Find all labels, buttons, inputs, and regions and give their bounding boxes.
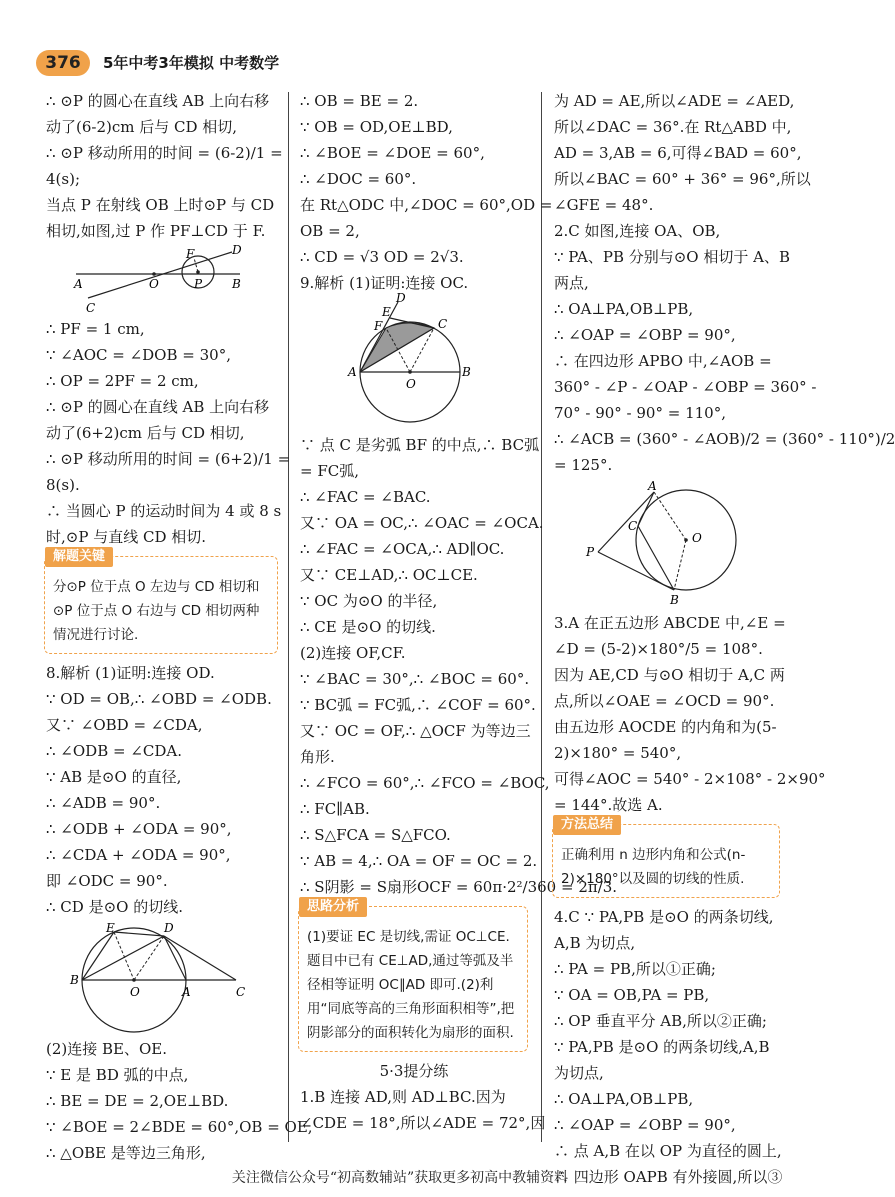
fig3-label: E xyxy=(382,305,391,319)
page-header xyxy=(0,0,800,80)
text-line: 8(s). xyxy=(46,476,80,494)
col1-block-d xyxy=(46,1036,313,1166)
fig4-label: C xyxy=(628,519,638,533)
text-line: ∵ BC弧 = FC弧,∴ ∠COF = 60°. xyxy=(300,696,536,714)
fig3-label: O xyxy=(406,377,416,391)
fig2-label: B xyxy=(70,973,79,987)
text-line: ∴ ⊙P 移动所用的时间 = (6+2)/1 = xyxy=(46,450,291,468)
text-line: 1.B 连接 AD,则 AD⊥BC.因为 xyxy=(300,1088,506,1106)
tip-box-text: 正确利用 n 边形内角和公式(n-2)×180°以及圆的切线的性质. xyxy=(561,847,746,887)
text-line: ∴ OP = 2PF = 2 cm, xyxy=(46,372,199,390)
text-line: ∵ AB 是⊙O 的直径, xyxy=(46,768,182,786)
col2-block-c xyxy=(300,1084,546,1136)
text-line: 时,⊙P 与直线 CD 相切. xyxy=(46,528,207,546)
text-line: = 125°. xyxy=(554,456,613,474)
fig1-label: B xyxy=(232,277,241,291)
fig4-label: P xyxy=(586,545,595,559)
text-line: ∴ ⊙P 的圆心在直线 AB 上向右移 xyxy=(46,398,270,416)
text-line: ∴ 四边形 OAPB 有外接圆,所以③ xyxy=(554,1168,783,1186)
col1-block-b xyxy=(46,316,291,550)
text-line: 角形. xyxy=(300,748,335,766)
footer-note: 关注微信公众号“初高数辅站”获取更多初高中教辅资料 xyxy=(231,1170,569,1186)
tip-box-title: 解题关键 xyxy=(45,547,113,567)
text-line: ∴ OA⊥PA,OB⊥PB, xyxy=(554,300,694,318)
col3-block-a xyxy=(554,88,895,478)
text-line: 8.解析 (1)证明:连接 OD. xyxy=(46,664,215,682)
fig2-label: A xyxy=(182,985,191,999)
text-line: 在 Rt△ODC 中,∠DOC = 60°,OD = xyxy=(300,196,553,214)
text-line: ∴ CD = √3 OD = 2√3. xyxy=(300,248,464,266)
text-line: ∴ S阴影 = S扇形OCF = 60π·2²/360 = 2π/3. xyxy=(300,878,618,896)
text-line: 点,所以∠OAE = ∠OCD = 90°. xyxy=(554,692,775,710)
text-line: ∵ OC 为⊙O 的半径, xyxy=(300,592,438,610)
text-line: ∵ ∠BAC = 30°,∴ ∠BOC = 60°. xyxy=(300,670,530,688)
text-line: ∠D = (5-2)×180°/5 = 108°. xyxy=(554,640,763,658)
text-line: 又∵ ∠OBD = ∠CDA, xyxy=(46,716,203,734)
col1-block-a xyxy=(46,88,283,244)
col3-block-b xyxy=(554,610,826,818)
text-line: ∴ S△FCA = S△FCO. xyxy=(300,826,451,844)
text-line: 两点, xyxy=(554,274,589,292)
tip-box-title: 方法总结 xyxy=(553,815,621,835)
text-line: ∵ AB = 4,∴ OA = OF = OC = 2. xyxy=(300,852,538,870)
text-line: ∴ ⊙P 移动所用的时间 = (6-2)/1 = xyxy=(46,144,283,162)
text-line: ∵ E 是 BD 弧的中点, xyxy=(46,1066,189,1084)
text-line: ∴ BE = DE = 2,OE⊥BD. xyxy=(46,1092,229,1110)
text-line: ∴ CE 是⊙O 的切线. xyxy=(300,618,436,636)
text-line: ∵ OB = OD,OE⊥BD, xyxy=(300,118,453,136)
figure-two-tangents xyxy=(554,480,774,608)
tip-box-title: 思路分析 xyxy=(299,897,367,917)
col1-block-c xyxy=(46,660,278,920)
tip-box-text: (1)要证 EC 是切线,需证 OC⊥CE.题目中已有 CE⊥AD,通过等弧及半径相等证明 OC∥AD 即可.(2)利用“同底等高的三角形面积相等”,把阴影部分的面积转化为扇形的面积. xyxy=(307,929,515,1041)
page-number-badge: 376 xyxy=(36,50,90,76)
text-line: ∴ 当圆心 P 的运动时间为 4 或 8 s xyxy=(46,502,282,520)
text-line: 所以∠DAC = 36°.在 Rt△ABD 中, xyxy=(554,118,792,136)
text-line: 即 ∠ODC = 90°. xyxy=(46,872,168,890)
text-line: 为切点, xyxy=(554,1064,604,1082)
text-line: 所以∠BAC = 60° + 36° = 96°,所以 xyxy=(554,170,811,188)
fig2-label: D xyxy=(164,921,174,935)
fig3-label: A xyxy=(348,365,357,379)
text-line: OB = 2, xyxy=(300,222,360,240)
fig3-label: C xyxy=(438,317,448,331)
text-line: ∴ PF = 1 cm, xyxy=(46,320,145,338)
fig3-label: B xyxy=(462,365,471,379)
column-1 xyxy=(46,88,313,1166)
fig1-label: A xyxy=(74,277,83,291)
text-line: 又∵ OA = OC,∴ ∠OAC = ∠OCA. xyxy=(300,514,544,532)
text-line: 9.解析 (1)证明:连接 OC. xyxy=(300,274,469,292)
fig1-label: C xyxy=(86,301,96,315)
col3-block-c xyxy=(554,904,783,1190)
text-line: ∴ ∠OAP = ∠OBP = 90°, xyxy=(554,326,736,344)
fig2-label: O xyxy=(130,985,140,999)
fig1-label: P xyxy=(194,277,203,291)
text-line: ∴ ∠DOC = 60°. xyxy=(300,170,417,188)
text-line: ∴ ∠CDA + ∠ODA = 90°, xyxy=(46,846,231,864)
book-title: 5年中考3年模拟 中考数学 xyxy=(103,54,280,72)
text-line: ∵ ∠AOC = ∠DOB = 30°, xyxy=(46,346,231,364)
text-line: ∴ ∠ODB = ∠CDA. xyxy=(46,742,183,760)
text-line: 动了(6+2)cm 后与 CD 相切, xyxy=(46,424,245,442)
text-line: ∴ ∠ODB + ∠ODA = 90°, xyxy=(46,820,232,838)
fig4-label: B xyxy=(670,593,679,607)
text-line: 又∵ CE⊥AD,∴ OC⊥CE. xyxy=(300,566,478,584)
text-line: = FC弧, xyxy=(300,462,359,480)
fig4-label: O xyxy=(692,531,702,545)
text-line: ∴ ⊙P 的圆心在直线 AB 上向右移 xyxy=(46,92,270,110)
fig1-label: O xyxy=(149,277,159,291)
column-divider-1 xyxy=(288,92,289,1142)
fig1-label: F xyxy=(186,247,195,261)
text-line: ∴ ∠FCO = 60°,∴ ∠FCO = ∠BOC, xyxy=(300,774,550,792)
text-line: ∴ ∠ACB = (360° - ∠AOB)/2 = (360° - 110°)/2 xyxy=(554,430,895,448)
text-line: AD = 3,AB = 6,可得∠BAD = 60°, xyxy=(554,144,802,162)
fig3-label: D xyxy=(396,291,406,305)
text-line: ∴ ∠FAC = ∠BAC. xyxy=(300,488,431,506)
text-line: 70° - 90° - 90° = 110°, xyxy=(554,404,726,422)
text-line: ∴ ∠OAP = ∠OBP = 90°, xyxy=(554,1116,736,1134)
text-line: 为 AD = AE,所以∠ADE = ∠AED, xyxy=(554,92,795,110)
figure-tangent-line xyxy=(46,243,266,315)
text-line: ∴ OP 垂直平分 AB,所以②正确; xyxy=(554,1012,767,1030)
text-line: 4.C ∵ PA,PB 是⊙O 的两条切线, xyxy=(554,908,774,926)
fig4-label: A xyxy=(648,479,657,493)
text-line: ∠CDE = 18°,所以∠ADE = 72°,因 xyxy=(300,1114,546,1132)
column-3 xyxy=(554,88,895,1190)
text-line: ∵ PA,PB 是⊙O 的两条切线,A,B xyxy=(554,1038,770,1056)
tip-box-text: 分⊙P 位于点 O 左边与 CD 相切和⊙P 位于点 O 右边与 CD 相切两种情况进行讨论. xyxy=(53,579,260,643)
fig1-label: D xyxy=(232,243,242,257)
text-line: ∠GFE = 48°. xyxy=(554,196,654,214)
text-line: ∵ PA、PB 分别与⊙O 相切于 A、B xyxy=(554,248,791,266)
text-line: ∴ CD 是⊙O 的切线. xyxy=(46,898,183,916)
text-line: ∴ PA = PB,所以①正确; xyxy=(554,960,716,978)
text-line: ∴ △OBE 是等边三角形, xyxy=(46,1144,206,1162)
text-line: ∵ OA = OB,PA = PB, xyxy=(554,986,710,1004)
fig2-label: C xyxy=(236,985,246,999)
tip-box-method xyxy=(552,817,780,898)
text-line: 动了(6-2)cm 后与 CD 相切, xyxy=(46,118,238,136)
tip-box-key-point xyxy=(44,549,278,654)
text-line: ∵ ∠BOE = 2∠BDE = 60°,OB = OE, xyxy=(46,1118,313,1136)
text-line: 当点 P 在射线 OB 上时⊙P 与 CD xyxy=(46,196,275,214)
text-line: ∴ 点 A,B 在以 OP 为直径的圆上, xyxy=(554,1142,782,1160)
text-line: 2.C 如图,连接 OA、OB, xyxy=(554,222,721,240)
text-line: ∴ ∠BOE = ∠DOE = 60°, xyxy=(300,144,485,162)
text-line: = 144°.故选 A. xyxy=(554,796,663,814)
figure-shaded-sector xyxy=(300,291,520,430)
text-line: 3.A 在正五边形 ABCDE 中,∠E = xyxy=(554,614,786,632)
text-line: ∴ ∠FAC = ∠OCA,∴ AD∥OC. xyxy=(300,540,505,558)
text-line: ∴ OA⊥PA,OB⊥PB, xyxy=(554,1090,694,1108)
fig2-label: E xyxy=(106,921,115,935)
text-line: 因为 AE,CD 与⊙O 相切于 A,C 两 xyxy=(554,666,785,684)
section-heading: 5·3提分练 xyxy=(379,1062,449,1080)
text-line: (2)连接 BE、OE. xyxy=(46,1040,168,1058)
text-line: ∴ FC∥AB. xyxy=(300,800,370,818)
figure-circle-tangent xyxy=(46,922,266,1034)
text-line: 相切,如图,过 P 作 PF⊥CD 于 F. xyxy=(46,222,266,240)
text-line: 可得∠AOC = 540° - 2×108° - 2×90° xyxy=(554,770,826,788)
text-line: (2)连接 OF,CF. xyxy=(300,644,406,662)
text-line: 4(s); xyxy=(46,170,80,188)
text-line: 2)×180° = 540°, xyxy=(554,744,682,762)
col2-block-a xyxy=(300,88,553,296)
text-line: A,B 为切点, xyxy=(554,934,636,952)
fig3-label: F xyxy=(374,319,383,333)
text-line: ∵ OD = OB,∴ ∠OBD = ∠ODB. xyxy=(46,690,272,708)
column-divider-2 xyxy=(541,92,542,1142)
text-line: ∴ 在四边形 APBO 中,∠AOB = xyxy=(554,352,772,370)
text-line: 由五边形 AOCDE 的内角和为(5- xyxy=(554,718,777,736)
text-line: ∴ OB = BE = 2. xyxy=(300,92,419,110)
text-line: ∵ 点 C 是劣弧 BF 的中点,∴ BC弧 xyxy=(300,436,540,454)
text-line: 360° - ∠P - ∠OAP - ∠OBP = 360° - xyxy=(554,378,817,396)
tip-box-analysis xyxy=(298,899,528,1052)
text-line: 又∵ OC = OF,∴ △OCF 为等边三 xyxy=(300,722,531,740)
text-line: ∴ ∠ADB = 90°. xyxy=(46,794,161,812)
